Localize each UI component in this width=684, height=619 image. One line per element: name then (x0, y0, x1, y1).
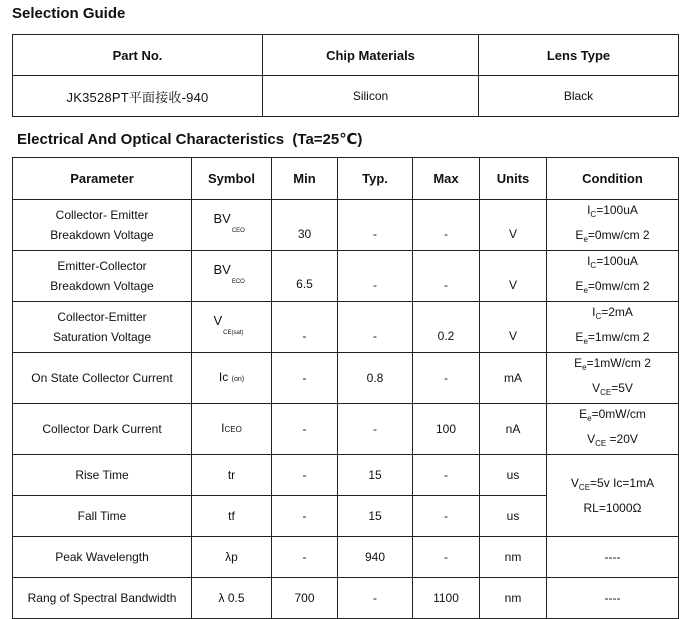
typ-cell: 15 (338, 496, 413, 537)
units-value: V (508, 328, 517, 343)
selection-guide-heading: Selection Guide (12, 5, 126, 22)
symbol-main: BV (213, 262, 231, 277)
min-cell: 700 (272, 578, 338, 619)
symbol-cell (192, 200, 272, 251)
min-value: - (302, 328, 307, 343)
condition-cell (547, 302, 679, 353)
parameter-cell (13, 302, 192, 353)
symbol-main: Ic (218, 369, 229, 384)
typ-cell (338, 251, 413, 302)
parameter-cell (13, 200, 192, 251)
typ-cell: 940 (338, 537, 413, 578)
table-row (13, 455, 679, 496)
typ-value: - (373, 328, 377, 343)
units-cell (480, 200, 547, 251)
condition-line: RL=1000Ω (583, 501, 642, 515)
max-cell (413, 302, 480, 353)
symbol-cell (192, 302, 272, 353)
max-cell: - (413, 455, 480, 496)
parameter-cell: Peak Wavelength (13, 537, 192, 578)
parameter-line: Breakdown Voltage (50, 279, 154, 293)
characteristics-table (12, 157, 679, 619)
parameter-line: Breakdown Voltage (50, 228, 154, 242)
header-condition: Condition (547, 158, 679, 200)
header-typ: Typ. (338, 158, 413, 200)
symbol-cell: λ 0.5 (192, 578, 272, 619)
symbol-cell (192, 404, 272, 455)
condition-cell (547, 353, 679, 404)
header-min: Min (272, 158, 338, 200)
header-symbol: Symbol (192, 158, 272, 200)
symbol-cell: tf (192, 496, 272, 537)
symbol-cell: λp (192, 537, 272, 578)
condition-line: $I_C=100uA$ (587, 254, 638, 270)
chip-material: Silicon (263, 76, 479, 117)
symbol-subscript: (on) (231, 375, 245, 383)
typ-cell (338, 200, 413, 251)
min-cell: - (272, 537, 338, 578)
parameter-line: Collector- Emitter (55, 208, 149, 222)
table-row (13, 404, 679, 455)
min-value: 6.5 (296, 276, 313, 291)
typ-value: - (373, 226, 377, 241)
symbol-main: I (221, 421, 225, 435)
typ-cell (338, 302, 413, 353)
max-value: - (444, 226, 448, 241)
units-cell: nm (480, 578, 547, 619)
condition-cell (547, 251, 679, 302)
parameter-line: Emitter-Collector (57, 259, 147, 273)
units-cell: nm (480, 537, 547, 578)
symbol-main: V (213, 313, 223, 328)
condition-cell (547, 404, 679, 455)
electrical-heading (17, 130, 362, 148)
units-cell: mA (480, 353, 547, 404)
typ-cell: - (338, 404, 413, 455)
symbol-subscript: CEO (231, 228, 245, 234)
parameter-line: Collector-Emitter (57, 310, 147, 324)
electrical-heading-condition: (Ta=25℃) (292, 131, 363, 148)
condition-line: $I_C=2mA$ (592, 305, 633, 321)
units-cell (480, 251, 547, 302)
typ-cell: - (338, 578, 413, 619)
max-cell (413, 200, 480, 251)
header-chip-materials: Chip Materials (263, 35, 479, 76)
table-row (13, 200, 679, 251)
min-cell (272, 251, 338, 302)
min-value: 30 (297, 226, 312, 241)
max-cell (413, 251, 480, 302)
max-cell: 1100 (413, 578, 480, 619)
table-row (13, 302, 679, 353)
symbol-cell: tr (192, 455, 272, 496)
parameter-cell: Fall Time (13, 496, 192, 537)
max-cell: - (413, 496, 480, 537)
parameter-cell: Rang of Spectral Bandwidth (13, 578, 192, 619)
parameter-cell: On State Collector Current (13, 353, 192, 404)
typ-cell: 0.8 (338, 353, 413, 404)
condition-cell: ---- (547, 578, 679, 619)
max-cell: - (413, 353, 480, 404)
condition-cell: ---- (547, 537, 679, 578)
condition-line: $E_e=1mW/cm$ 2 (574, 356, 651, 372)
header-lens-type: Lens Type (479, 35, 679, 76)
condition-cell-timing (547, 455, 679, 537)
min-cell: - (272, 353, 338, 404)
part-number: JK3528PT平面接收-940 (13, 76, 263, 117)
units-cell: nA (480, 404, 547, 455)
typ-cell: 15 (338, 455, 413, 496)
max-value: 0.2 (437, 328, 455, 343)
condition-line: $E_e=0mW/cm$ (579, 407, 646, 423)
typ-value: - (373, 277, 377, 292)
table-header-row (13, 35, 679, 76)
lens-type: Black (479, 76, 679, 117)
header-part-no: Part No. (13, 35, 263, 76)
min-cell: - (272, 496, 338, 537)
units-cell: us (480, 455, 547, 496)
table-header-row (13, 158, 679, 200)
symbol-subscript: CEO (224, 425, 242, 434)
condition-line: $E_e=0mw/cm$ 2 (575, 228, 650, 244)
header-units: Units (480, 158, 547, 200)
selection-guide-table (12, 34, 679, 117)
max-cell: 100 (413, 404, 480, 455)
table-row (13, 251, 679, 302)
table-row (13, 578, 679, 619)
condition-line: $I_C=100uA$ (587, 203, 638, 219)
condition-line: $E_e=0mw/cm$ 2 (575, 279, 650, 295)
table-row (13, 76, 679, 117)
min-cell: - (272, 404, 338, 455)
condition-line: $V_{CE} =20V$ (587, 432, 638, 448)
header-max: Max (413, 158, 480, 200)
parameter-cell: Rise Time (13, 455, 192, 496)
condition-cell (547, 200, 679, 251)
units-cell: us (480, 496, 547, 537)
parameter-line: Saturation Voltage (52, 330, 152, 344)
electrical-heading-text: Electrical And Optical Characteristics (17, 131, 285, 148)
min-cell (272, 302, 338, 353)
min-cell (272, 200, 338, 251)
min-cell: - (272, 455, 338, 496)
max-value: - (444, 277, 448, 292)
parameter-cell: Collector Dark Current (13, 404, 192, 455)
symbol-cell (192, 353, 272, 404)
units-cell (480, 302, 547, 353)
max-cell: - (413, 537, 480, 578)
symbol-subscript: CE(sat) (223, 330, 244, 336)
table-row (13, 353, 679, 404)
parameter-cell (13, 251, 192, 302)
symbol-main: BV (213, 211, 231, 226)
units-value: V (508, 277, 517, 292)
symbol-cell (192, 251, 272, 302)
table-row (13, 537, 679, 578)
condition-line: $V_{CE}=5V$ (592, 381, 633, 397)
header-parameter: Parameter (13, 158, 192, 200)
condition-line: $V_{CE}=5v$ Ic=1mA (570, 476, 655, 492)
symbol-subscript: ECO (231, 279, 245, 285)
condition-line: $E_e=1mw/cm$ 2 (575, 330, 650, 346)
units-value: V (508, 226, 517, 241)
